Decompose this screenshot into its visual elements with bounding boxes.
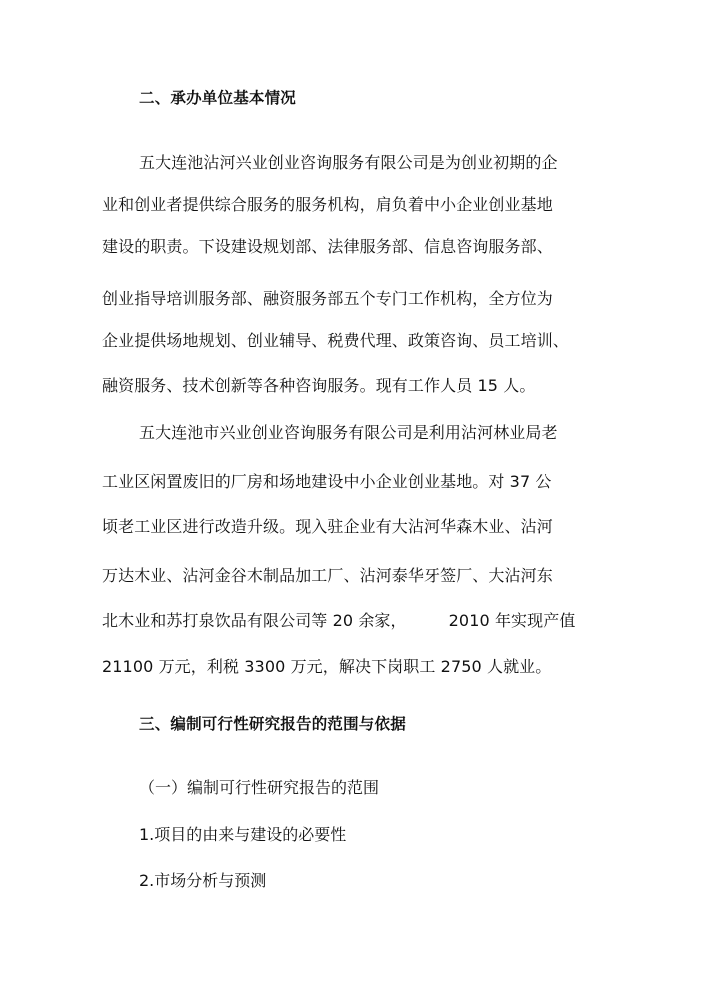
list-item: 2.市场分析与预测 [139,871,267,890]
paragraph1-line1: 五大连池沾河兴业创业咨询服务有限公司是为创业初期的企 [139,153,558,172]
paragraph2-line1: 五大连池市兴业创业咨询服务有限公司是利用沾河林业局老 [139,423,558,442]
paragraph2-line5 [102,608,575,631]
subheading-scope: （一）编制可行性研究报告的范围 [139,778,380,797]
list-item: 1.项目的由来与建设的必要性 [139,825,347,844]
paragraph1-line6: 融资服务、技术创新等各种咨询服务。现有工作人员 15 人。 [102,376,536,395]
paragraph1-line3: 建设的职责。下设建设规划部、法律服务部、信息咨询服务部、 [102,237,553,256]
paragraph2-line4: 万达木业、沾河金谷木制品加工厂、沾河泰华牙签厂、大沾河东 [102,566,553,585]
paragraph1-line4: 创业指导培训服务部、融资服务部五个专门工作机构，全方位为 [102,289,553,308]
paragraph2-line5-part2: 2010 年实现产值 [448,611,576,630]
paragraph1-line2: 业和创业者提供综合服务的服务机构，肩负着中小企业创业基地 [102,195,553,214]
paragraph2-line3: 顷老工业区进行改造升级。现入驻企业有大沾河华森木业、沾河 [102,517,553,536]
paragraph2-line6: 21100 万元，利税 3300 万元，解决下岗职工 2750 人就业。 [102,657,552,676]
section-heading-3: 三、编制可行性研究报告的范围与依据 [139,715,406,733]
section-heading-2: 二、承办单位基本情况 [139,89,297,107]
paragraph2-line5-part1: 北木业和苏打泉饮品有限公司等 20 余家， [102,611,407,630]
paragraph2-line2: 工业区闲置废旧的厂房和场地建设中小企业创业基地。对 37 公 [102,472,552,491]
paragraph1-line5: 企业提供场地规划、创业辅导、税费代理、政策咨询、员工培训、 [102,331,569,350]
